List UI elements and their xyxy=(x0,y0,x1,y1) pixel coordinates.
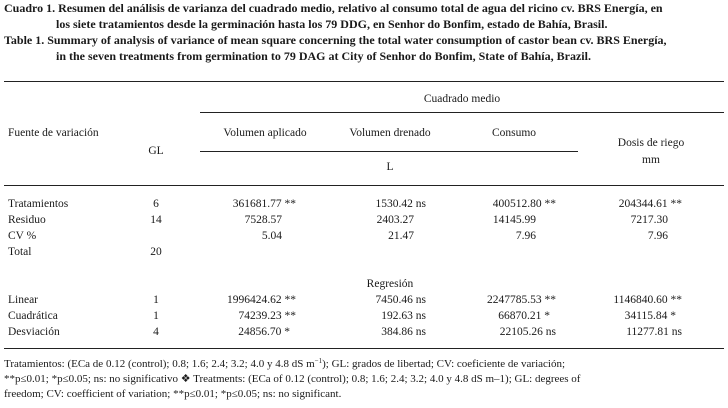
caption-es-line-1: Cuadro 1. Resumen del análisis de varianza del cuadrado medio, relativo al consumo total de agua del ricino cv. BRS Energía, en xyxy=(4,1,663,15)
table-caption xyxy=(4,0,726,64)
row-consumo: 400512.80 ** xyxy=(492,198,556,210)
header-gl: GL xyxy=(148,145,164,157)
row-volumen-drenado: 192.63 ns xyxy=(381,310,426,322)
header-unit-l: L xyxy=(386,161,394,173)
row-fuente: Residuo xyxy=(8,214,46,226)
caption-en-line-1: Table 1. Summary of analysis of variance of mean square concerning the total water consumption of castor bean cv. BRS Energía, xyxy=(4,33,667,47)
header-volumen-drenado: Volumen drenado xyxy=(349,127,431,139)
row-volumen-aplicado: 74239.23 ** xyxy=(238,310,296,322)
cuadrado-medio-rule xyxy=(200,112,724,113)
header-dosis-de-riego: Dosis de riego xyxy=(617,137,685,149)
row-consumo: 7.96 xyxy=(515,230,536,242)
row-fuente: Cuadrática xyxy=(8,310,58,322)
table-footnote xyxy=(4,357,726,402)
row-gl: 14 xyxy=(150,214,162,226)
row-volumen-aplicado: 24856.70 * xyxy=(238,326,290,338)
row-volumen-aplicado: 7528.57 xyxy=(244,214,282,226)
header-cuadrado-medio: Cuadrado medio xyxy=(423,93,501,105)
footnote-line-2: **p≤0.01; *p≤0.05; ns: no significativo ❖ Treatments: (ECa of 0.12 (control); 0.8; 1.6; 2.4; 3.2; 4.0 y 4.8 dS m–1); GL: degrees of xyxy=(4,373,581,385)
row-gl: 4 xyxy=(153,326,159,338)
row-fuente: Linear xyxy=(8,294,39,306)
row-fuente: Tratamientos xyxy=(8,198,69,210)
row-consumo: 66870.21 * xyxy=(498,310,550,322)
row-fuente: Total xyxy=(8,246,32,258)
row-volumen-drenado: 384.86 ns xyxy=(381,326,426,338)
row-volumen-drenado: 21.47 xyxy=(388,230,414,242)
row-volumen-drenado: 1530.42 ns xyxy=(375,198,426,210)
row-dosis: 34115.84 * xyxy=(624,310,676,322)
row-dosis: 7217.30 xyxy=(630,214,668,226)
unit-rule xyxy=(200,151,578,152)
header-volumen-aplicado: Volumen aplicado xyxy=(223,127,307,139)
caption-es-line-2: los siete tratamientos desde la germinación hasta los 79 DDG, en Senhor do Bonfim, estado de Bahía, Brasil. xyxy=(56,17,608,31)
row-fuente: CV % xyxy=(8,230,37,242)
row-volumen-aplicado: 361681.77 ** xyxy=(232,198,296,210)
row-volumen-drenado: 2403.27 xyxy=(376,214,414,226)
row-consumo: 14145.99 xyxy=(492,214,536,226)
table-top-rule xyxy=(4,81,724,82)
row-fuente: Desviación xyxy=(8,326,60,338)
row-gl: 1 xyxy=(153,294,159,306)
row-dosis: 1146840.60 ** xyxy=(613,294,682,306)
row-volumen-drenado: 7450.46 ns xyxy=(375,294,426,306)
regresion-label: Regresión xyxy=(366,278,414,290)
header-fuente-de-variacion: Fuente de variación xyxy=(8,127,99,139)
row-consumo: 22105.26 ns xyxy=(499,326,556,338)
row-dosis: 204344.61 ** xyxy=(618,198,682,210)
row-gl: 6 xyxy=(153,198,159,210)
row-gl: 20 xyxy=(150,246,162,258)
footnote-line-1-b: ); GL: grados de libertad; CV: coeficiente de variación; xyxy=(322,358,566,370)
caption-en-line-2: in the seven treatments from germination to 79 DAG at City of Senhor do Bonfim, State of Bahía, Brazil. xyxy=(56,49,591,63)
row-dosis: 11277.81 ns xyxy=(626,326,682,338)
row-volumen-aplicado: 5.04 xyxy=(261,230,282,242)
row-consumo: 2247785.53 ** xyxy=(487,294,556,306)
row-gl: 1 xyxy=(153,310,159,322)
footnote-line-3: freedom; CV: coefficient of variation; **p≤0.01; *p≤0.05; ns: no significant. xyxy=(4,388,342,400)
footnote-line-1-a: Tratamientos: (ECa de 0.12 (control); 0.8; 1.6; 2.4; 3.2; 4.0 y 4.8 dS m xyxy=(4,358,315,370)
header-consumo: Consumo xyxy=(491,127,537,139)
row-dosis: 7.96 xyxy=(647,230,668,242)
header-dosis-unit: mm xyxy=(642,154,660,166)
table-bottom-rule xyxy=(4,348,724,349)
footnote-superscript: −1 xyxy=(314,357,323,365)
row-volumen-aplicado: 1996424.62 ** xyxy=(227,294,296,306)
header-bottom-rule xyxy=(4,185,724,186)
footnote-line-1 xyxy=(4,357,726,372)
